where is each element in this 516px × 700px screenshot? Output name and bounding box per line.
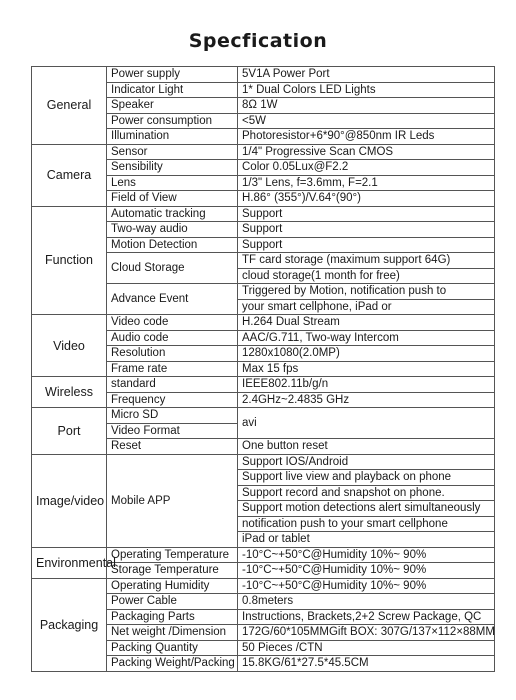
spec-value: Color 0.05Lux@F2.2: [238, 160, 495, 176]
spec-value: 172G/60*105MMGift BOX: 307G/137×112×88MM: [238, 625, 495, 641]
spec-label: Net weight /Dimension: [107, 625, 238, 641]
spec-value: Max 15 fps: [238, 361, 495, 377]
spec-value: Instructions, Brackets,2+2 Screw Package, QC: [238, 609, 495, 625]
spec-label: Automatic tracking: [107, 206, 238, 222]
spec-value: IEEE802.11b/g/n: [238, 377, 495, 393]
spec-label: Operating Temperature: [107, 547, 238, 563]
spec-label: standard: [107, 377, 238, 393]
spec-value: H.86° (355°)/V.64°(90°): [238, 191, 495, 207]
spec-label: Packaging Parts: [107, 609, 238, 625]
spec-value: Support IOS/Android: [238, 454, 495, 470]
spec-value: 5V1A Power Port: [238, 67, 495, 83]
table-row: [32, 377, 495, 393]
spec-value: -10°C~+50°C@Humidity 10%~ 90%: [238, 563, 495, 579]
spec-value: 0.8meters: [238, 594, 495, 610]
spec-value: Support record and snapshot on phone.: [238, 485, 495, 501]
spec-label: Sensibility: [107, 160, 238, 176]
spec-value: Support: [238, 237, 495, 253]
spec-label: Packing Weight/Packing: [107, 656, 238, 672]
spec-label: Power Cable: [107, 594, 238, 610]
spec-label: Video Format: [107, 423, 238, 439]
spec-label: Lens: [107, 175, 238, 191]
category-wireless: Wireless: [32, 377, 107, 408]
spec-value: One button reset: [238, 439, 495, 455]
category-camera: Camera: [32, 144, 107, 206]
spec-value: <5W: [238, 113, 495, 129]
spec-value: 1280x1080(2.0MP): [238, 346, 495, 362]
spec-value: Support: [238, 206, 495, 222]
spec-label: Indicator Light: [107, 82, 238, 98]
category-port: Port: [32, 408, 107, 455]
spec-table: [31, 66, 495, 672]
spec-label: Micro SD: [107, 408, 238, 424]
category-image-video: Image/video: [32, 454, 107, 547]
table-row: [32, 67, 495, 83]
spec-label: Video code: [107, 315, 238, 331]
category-video: Video: [32, 315, 107, 377]
table-row: [32, 454, 495, 470]
spec-value: avi: [238, 408, 495, 439]
spec-value: 50 Pieces /CTN: [238, 640, 495, 656]
spec-label: Two-way audio: [107, 222, 238, 238]
table-row: [32, 408, 495, 424]
spec-value: -10°C~+50°C@Humidity 10%~ 90%: [238, 547, 495, 563]
spec-value: 8Ω 1W: [238, 98, 495, 114]
spec-value: iPad or tablet: [238, 532, 495, 548]
category-packaging: Packaging: [32, 578, 107, 671]
spec-value: cloud storage(1 month for free): [238, 268, 495, 284]
spec-label: Motion Detection: [107, 237, 238, 253]
category-environmental: Environmental: [32, 547, 107, 578]
category-general: General: [32, 67, 107, 145]
table-row: [32, 315, 495, 331]
spec-value: -10°C~+50°C@Humidity 10%~ 90%: [238, 578, 495, 594]
spec-label: Illumination: [107, 129, 238, 145]
spec-value: H.264 Dual Stream: [238, 315, 495, 331]
spec-label: Storage Temperature: [107, 563, 238, 579]
spec-label: Audio code: [107, 330, 238, 346]
spec-value: Support: [238, 222, 495, 238]
spec-value: TF card storage (maximum support 64G): [238, 253, 495, 269]
spec-value: 1/3" Lens, f=3.6mm, F=2.1: [238, 175, 495, 191]
spec-value: Support live view and playback on phone: [238, 470, 495, 486]
spec-value: 1* Dual Colors LED Lights: [238, 82, 495, 98]
spec-label: Speaker: [107, 98, 238, 114]
table-row: [32, 206, 495, 222]
table-row: [32, 547, 495, 563]
spec-label: Cloud Storage: [107, 253, 238, 284]
spec-label: Advance Event: [107, 284, 238, 315]
table-row: [32, 144, 495, 160]
spec-label: Frequency: [107, 392, 238, 408]
spec-label: Power supply: [107, 67, 238, 83]
spec-value: 2.4GHz~2.4835 GHz: [238, 392, 495, 408]
spec-label: Power consumption: [107, 113, 238, 129]
spec-label: Frame rate: [107, 361, 238, 377]
page-title: Specfication: [188, 30, 328, 52]
spec-label: Sensor: [107, 144, 238, 160]
table-row: [32, 578, 495, 594]
spec-value: AAC/G.711, Two-way Intercom: [238, 330, 495, 346]
spec-value: your smart cellphone, iPad or: [238, 299, 495, 315]
spec-value: 1/4" Progressive Scan CMOS: [238, 144, 495, 160]
spec-label: Operating Humidity: [107, 578, 238, 594]
spec-label: Reset: [107, 439, 238, 455]
spec-label: Resolution: [107, 346, 238, 362]
spec-value: Photoresistor+6*90°@850nm IR Leds: [238, 129, 495, 145]
spec-value: 15.8KG/61*27.5*45.5CM: [238, 656, 495, 672]
spec-value: Support motion detections alert simultaneously: [238, 501, 495, 517]
spec-label: Field of View: [107, 191, 238, 207]
spec-label: Mobile APP: [107, 454, 238, 547]
spec-value: Triggered by Motion, notification push to: [238, 284, 495, 300]
spec-value: notification push to your smart cellphone: [238, 516, 495, 532]
category-function: Function: [32, 206, 107, 315]
spec-label: Packing Quantity: [107, 640, 238, 656]
